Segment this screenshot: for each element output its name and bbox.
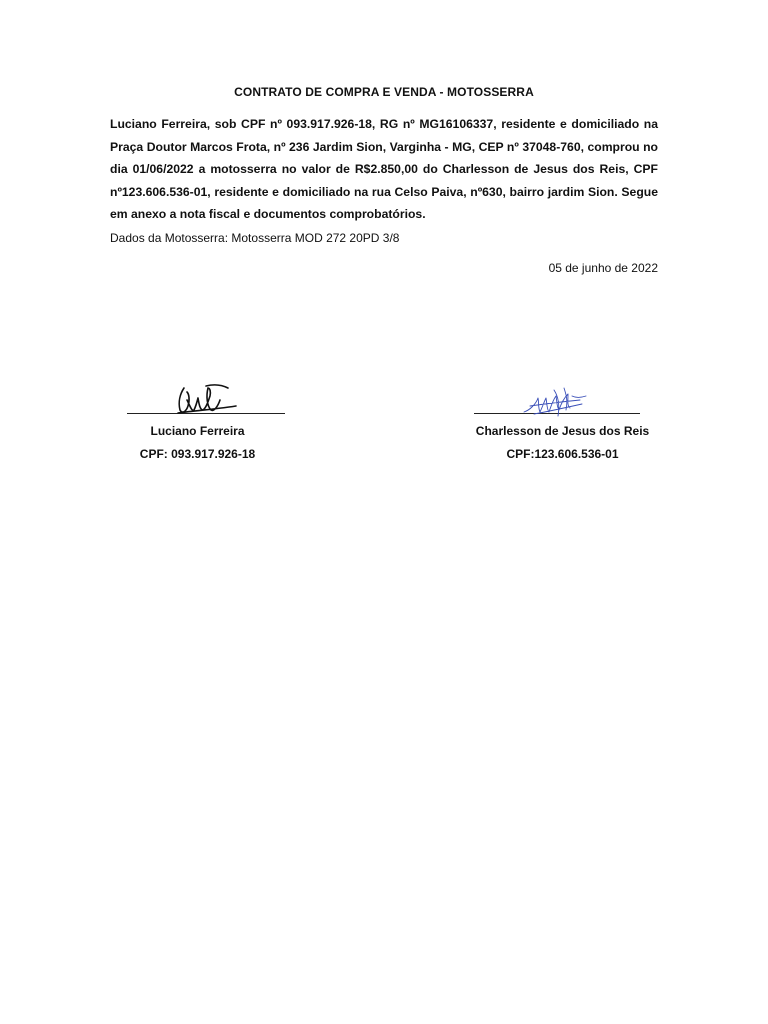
chainsaw-details: Dados da Motosserra: Motosserra MOD 272 20PD 3/8: [110, 231, 400, 245]
seller-signature-area: [460, 380, 665, 414]
seller-handwritten-signature: [520, 386, 590, 420]
contract-body: Luciano Ferreira, sob CPF nº 093.917.926-18, RG nº MG16106337, residente e domiciliado na Praça Doutor Marcos Frota, nº 236 Jardim Sion, Varginha - MG, CEP nº 37048-760, comprou no dia 01/06/2022 a motosserra no valor de R$2.850,00 do Charlesson de Jesus dos Reis, CPF nº123.606.536-01, residente e domiciliado na rua Celso Paiva, nº630, bairro jardim Sion. Segue em anexo a nota fiscal e documentos comprobatórios.: [110, 117, 658, 222]
buyer-signature-block: [110, 380, 285, 461]
buyer-name: Luciano Ferreira: [150, 424, 245, 438]
seller-name: Charlesson de Jesus dos Reis: [475, 424, 650, 438]
seller-signature-block: [460, 380, 665, 461]
contract-date: 05 de junho de 2022: [548, 261, 658, 275]
buyer-handwritten-signature: [170, 380, 240, 418]
seller-cpf: CPF:123.606.536-01: [506, 447, 619, 461]
buyer-cpf: CPF: 093.917.926-18: [139, 447, 256, 461]
buyer-signature-area: [110, 380, 285, 414]
contract-title: CONTRATO DE COMPRA E VENDA - MOTOSSERRA: [234, 85, 534, 99]
